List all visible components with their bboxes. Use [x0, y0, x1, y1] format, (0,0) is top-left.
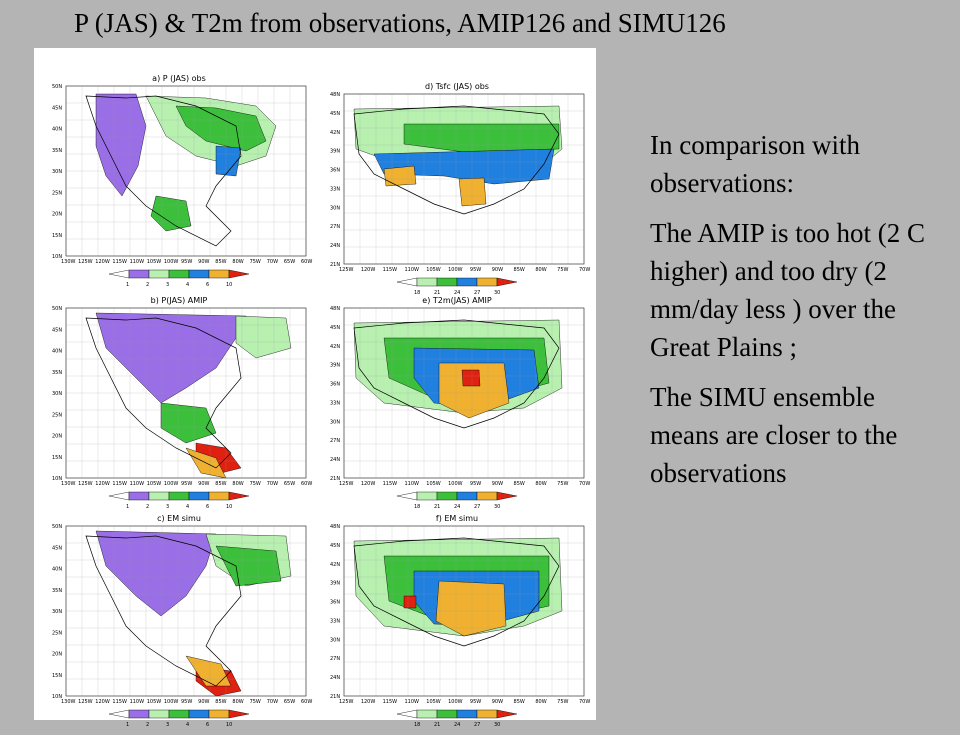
lat-tick-label: 10N [52, 254, 63, 260]
bullet-2: The AMIP is too hot (2 C higher) and too dry (2 mm/day less ) over the Great Plains ; [650, 218, 926, 362]
colorbar-label: 24 [454, 290, 461, 296]
lon-tick-label: 115W [112, 481, 127, 487]
lon-tick-label: 90W [491, 699, 504, 705]
lon-tick-label: 70W [579, 699, 591, 705]
colorbar-swatch [189, 710, 209, 718]
lat-tick-label: 40N [52, 566, 63, 573]
lon-tick-label: 90W [491, 267, 504, 273]
lon-tick-label: 80W [232, 481, 244, 487]
panel-title: f) EM simu [435, 514, 479, 523]
colorbar-swatch [209, 492, 229, 500]
colorbar-swatch [189, 270, 209, 278]
lat-tick-label: 15N [52, 454, 63, 461]
lon-tick-label: 115W [112, 699, 127, 705]
lon-tick-label: 70W [579, 481, 591, 487]
colorbar-label: 3 [166, 504, 170, 510]
lat-tick-label: 20N [52, 651, 63, 658]
lat-tick-label: 39N [330, 362, 341, 369]
lat-tick-label: 21N [330, 476, 341, 482]
lon-tick-label: 125W [78, 259, 93, 265]
lon-tick-label: 105W [426, 481, 441, 487]
colorbar [330, 274, 584, 298]
colorbar-label: 24 [454, 722, 461, 728]
lat-tick-label: 33N [330, 618, 341, 625]
lat-tick-label: 10N [52, 694, 63, 700]
lat-tick-label: 36N [330, 167, 341, 174]
lon-tick-label: 100W [448, 481, 463, 487]
map-e [330, 306, 591, 487]
lon-tick-label: 110W [404, 481, 419, 487]
lon-tick-label: 70W [266, 481, 279, 487]
lat-tick-label: 27N [330, 656, 341, 663]
lon-tick-label: 60W [301, 481, 313, 487]
lon-tick-label: 115W [382, 267, 398, 273]
lat-tick-label: 21N [330, 262, 341, 268]
colorbar-label: 2 [146, 504, 150, 510]
panel-title: a) P (JAS) obs [152, 74, 206, 83]
colorbar-swatch [149, 492, 169, 500]
colorbar-label: 10 [226, 504, 233, 510]
colorbar-label: 4 [186, 722, 190, 728]
colorbar [330, 706, 584, 730]
lat-tick-label: 45N [52, 105, 63, 112]
lon-tick-label: 95W [469, 481, 482, 487]
lon-tick-label: 75W [249, 699, 261, 705]
slide-title: P (JAS) & T2m from observations, AMIP126 and SIMU126 [74, 8, 726, 38]
lon-tick-label: 70W [579, 267, 591, 273]
lon-tick-label: 60W [301, 259, 313, 265]
lon-tick-label: 95W [469, 699, 482, 705]
lon-tick-label: 120W [95, 481, 110, 487]
colorbar-label: 3 [166, 722, 170, 728]
lon-tick-label: 75W [557, 481, 569, 487]
lat-tick-label: 10N [52, 476, 63, 482]
colorbar-swatch [129, 710, 149, 718]
colorbar-label: 2 [146, 722, 150, 728]
colorbar-swatch [229, 492, 249, 500]
lon-tick-label: 120W [360, 267, 376, 273]
colorbar-label: 27 [474, 722, 481, 728]
colorbar-label: 1 [126, 722, 130, 728]
panel-title: d) Tsfc (JAS) obs [425, 82, 489, 91]
lon-tick-label: 130W [61, 481, 76, 487]
lon-tick-label: 80W [535, 267, 547, 273]
lat-tick-label: 25N [52, 412, 63, 419]
colorbar-swatch [169, 270, 189, 278]
colorbar-label: 27 [474, 504, 481, 510]
lon-tick-label: 95W [181, 481, 193, 487]
lon-tick-label: 125W [78, 699, 93, 705]
lon-tick-label: 100W [448, 267, 463, 273]
colorbar-label: 1 [126, 504, 130, 510]
lat-tick-label: 30N [52, 391, 63, 397]
colorbar-swatch [149, 270, 169, 278]
lat-tick-label: 40N [52, 348, 63, 355]
lat-tick-label: 35N [52, 587, 63, 594]
map-a [52, 84, 313, 265]
colorbar-label: 21 [434, 504, 441, 510]
lon-tick-label: 60W [301, 699, 313, 705]
shaded-region [459, 178, 486, 206]
colorbar-swatch [437, 710, 457, 718]
lat-tick-label: 15N [52, 232, 63, 239]
lat-tick-label: 48N [330, 524, 341, 530]
lon-tick-label: 100W [163, 259, 179, 265]
lon-tick-label: 105W [426, 267, 441, 273]
lon-tick-label: 85W [215, 699, 227, 705]
lat-tick-label: 45N [52, 327, 63, 334]
colorbar-swatch [417, 710, 437, 718]
map-f [330, 524, 591, 705]
lat-tick-label: 24N [330, 243, 341, 250]
lat-tick-label: 48N [330, 92, 341, 98]
bullet-text [650, 126, 950, 504]
lon-tick-label: 130W [61, 259, 76, 265]
lat-tick-label: 50N [52, 524, 63, 530]
lon-tick-label: 125W [339, 481, 354, 487]
lon-tick-label: 85W [513, 699, 525, 705]
colorbar-label: 1 [126, 282, 130, 288]
lat-tick-label: 50N [52, 306, 63, 312]
lon-tick-label: 125W [339, 267, 354, 273]
lon-tick-label: 80W [535, 699, 547, 705]
lon-tick-label: 95W [181, 699, 193, 705]
colorbar-swatch [497, 278, 517, 286]
lat-tick-label: 30N [52, 609, 63, 615]
lon-tick-label: 105W [146, 481, 162, 487]
lon-tick-label: 95W [181, 259, 193, 265]
lon-tick-label: 90W [198, 699, 210, 705]
lon-tick-label: 80W [232, 699, 244, 705]
lon-tick-label: 110W [129, 259, 145, 265]
lat-tick-label: 50N [52, 84, 63, 90]
colorbar-label: 21 [434, 722, 441, 728]
colorbar-swatch [477, 492, 497, 500]
colorbar-label: 30 [494, 504, 501, 510]
colorbar-label: 24 [454, 504, 461, 510]
colorbar [330, 488, 584, 512]
lon-tick-label: 75W [249, 259, 261, 265]
panel-d-tsfc-obs [330, 82, 591, 302]
panel-f-temp-em-simu [330, 514, 591, 734]
lat-tick-label: 42N [330, 129, 341, 136]
colorbar-label: 27 [474, 290, 481, 296]
lat-tick-label: 24N [330, 675, 341, 682]
colorbar-swatch [437, 492, 457, 500]
lat-tick-label: 42N [330, 343, 341, 350]
colorbar-swatch [477, 710, 497, 718]
lon-tick-label: 75W [557, 267, 569, 273]
figure-panel-grid [34, 48, 596, 728]
colorbar-swatch [209, 710, 229, 718]
shaded-region [384, 166, 416, 186]
lon-tick-label: 110W [404, 699, 419, 705]
colorbar-label: 30 [494, 722, 501, 728]
lon-tick-label: 65W [283, 699, 296, 705]
shaded-region [462, 370, 480, 386]
lon-tick-label: 105W [426, 699, 441, 705]
lat-tick-label: 40N [52, 126, 63, 133]
lat-tick-label: 30N [330, 205, 341, 212]
panel-e-t2m-amip [330, 296, 591, 516]
lon-tick-label: 80W [535, 481, 547, 487]
lat-tick-label: 36N [330, 381, 341, 388]
colorbar-swatch [229, 270, 249, 278]
lat-tick-label: 30N [52, 169, 63, 175]
lat-tick-label: 24N [330, 457, 341, 464]
lon-tick-label: 110W [129, 481, 145, 487]
lat-tick-label: 25N [52, 630, 63, 637]
lat-tick-label: 33N [330, 186, 341, 193]
lat-tick-label: 27N [330, 438, 341, 445]
lon-tick-label: 95W [469, 267, 482, 273]
lat-tick-label: 48N [330, 306, 341, 312]
lon-tick-label: 110W [129, 699, 145, 705]
lon-tick-label: 100W [448, 699, 463, 705]
panel-title: b) P(JAS) AMIP [150, 296, 208, 305]
panel-c-precip-em-simu [52, 514, 313, 734]
lon-tick-label: 65W [283, 481, 296, 487]
lat-tick-label: 42N [330, 561, 341, 568]
lon-tick-label: 75W [557, 699, 569, 705]
colorbar-label: 2 [146, 282, 150, 288]
colorbar-label: 6 [206, 282, 210, 288]
lon-tick-label: 100W [163, 699, 179, 705]
lon-tick-label: 125W [78, 481, 93, 487]
lat-tick-label: 36N [330, 599, 341, 606]
lat-tick-label: 30N [330, 637, 341, 644]
lon-tick-label: 65W [283, 259, 296, 265]
lat-tick-label: 39N [330, 580, 341, 587]
panel-a-precip-obs [52, 74, 313, 294]
colorbar-swatch [169, 710, 189, 718]
panel-title: c) EM simu [157, 514, 201, 523]
lat-tick-label: 39N [330, 148, 341, 155]
colorbar-swatch [457, 278, 477, 286]
colorbar-swatch [497, 710, 517, 718]
lat-tick-label: 33N [330, 400, 341, 407]
lon-tick-label: 85W [513, 267, 525, 273]
colorbar-swatch [457, 710, 477, 718]
lon-tick-label: 90W [198, 481, 210, 487]
colorbar-label: 18 [414, 722, 421, 728]
lat-tick-label: 20N [52, 433, 63, 440]
lat-tick-label: 35N [52, 147, 63, 154]
lon-tick-label: 120W [95, 259, 110, 265]
lon-tick-label: 75W [249, 481, 261, 487]
colorbar-swatch [149, 710, 169, 718]
lon-tick-label: 130W [61, 699, 76, 705]
colorbar [52, 488, 306, 512]
shaded-region [404, 596, 416, 608]
colorbar-label: 21 [434, 290, 441, 296]
lat-tick-label: 45N [52, 545, 63, 552]
colorbar-label: 4 [186, 282, 190, 288]
colorbar-swatch [457, 492, 477, 500]
colorbar-label: 18 [414, 504, 421, 510]
colorbar-label: 6 [206, 504, 210, 510]
lat-tick-label: 45N [330, 542, 341, 549]
lat-tick-label: 15N [52, 672, 63, 679]
colorbar-label: 10 [226, 722, 233, 728]
lat-tick-label: 45N [330, 110, 341, 117]
lon-tick-label: 100W [163, 481, 179, 487]
lon-tick-label: 120W [95, 699, 110, 705]
lon-tick-label: 85W [215, 259, 227, 265]
map-b [52, 306, 313, 487]
map-c [52, 524, 313, 705]
lon-tick-label: 85W [215, 481, 227, 487]
colorbar-label: 4 [186, 504, 190, 510]
colorbar-label: 6 [206, 722, 210, 728]
lat-tick-label: 21N [330, 694, 341, 700]
panel-title: e) T2m(JAS) AMIP [422, 296, 492, 305]
lon-tick-label: 90W [198, 259, 210, 265]
lon-tick-label: 115W [382, 699, 398, 705]
colorbar-swatch [129, 270, 149, 278]
colorbar-swatch [229, 710, 249, 718]
lon-tick-label: 110W [404, 267, 419, 273]
colorbar-swatch [497, 492, 517, 500]
lat-tick-label: 27N [330, 224, 341, 231]
lon-tick-label: 80W [232, 259, 244, 265]
colorbar-swatch [189, 492, 209, 500]
colorbar-swatch [417, 492, 437, 500]
lon-tick-label: 105W [146, 259, 162, 265]
lon-tick-label: 70W [266, 259, 279, 265]
lat-tick-label: 30N [330, 419, 341, 426]
colorbar-label: 18 [414, 290, 421, 296]
lon-tick-label: 90W [491, 481, 504, 487]
lon-tick-label: 105W [146, 699, 162, 705]
colorbar [52, 266, 306, 290]
lon-tick-label: 70W [266, 699, 279, 705]
colorbar-swatch [417, 278, 437, 286]
colorbar-swatch [209, 270, 229, 278]
panel-b-precip-amip [52, 296, 313, 516]
colorbar-label: 3 [166, 282, 170, 288]
lat-tick-label: 25N [52, 190, 63, 197]
bullet-3: The SIMU ensemble means are closer to the observations [650, 382, 898, 488]
colorbar-swatch [169, 492, 189, 500]
lat-tick-label: 35N [52, 369, 63, 376]
lat-tick-label: 20N [52, 211, 63, 218]
lat-tick-label: 45N [330, 324, 341, 331]
bullet-1: In comparison with observations: [650, 130, 860, 198]
colorbar [52, 706, 306, 730]
lon-tick-label: 115W [112, 259, 127, 265]
colorbar-swatch [129, 492, 149, 500]
colorbar-swatch [477, 278, 497, 286]
colorbar-label: 30 [494, 290, 501, 296]
lon-tick-label: 85W [513, 481, 525, 487]
colorbar-swatch [437, 278, 457, 286]
colorbar-label: 10 [226, 282, 233, 288]
map-d [330, 92, 591, 273]
lon-tick-label: 125W [339, 699, 354, 705]
lon-tick-label: 120W [360, 481, 376, 487]
lon-tick-label: 115W [382, 481, 398, 487]
lon-tick-label: 120W [360, 699, 376, 705]
